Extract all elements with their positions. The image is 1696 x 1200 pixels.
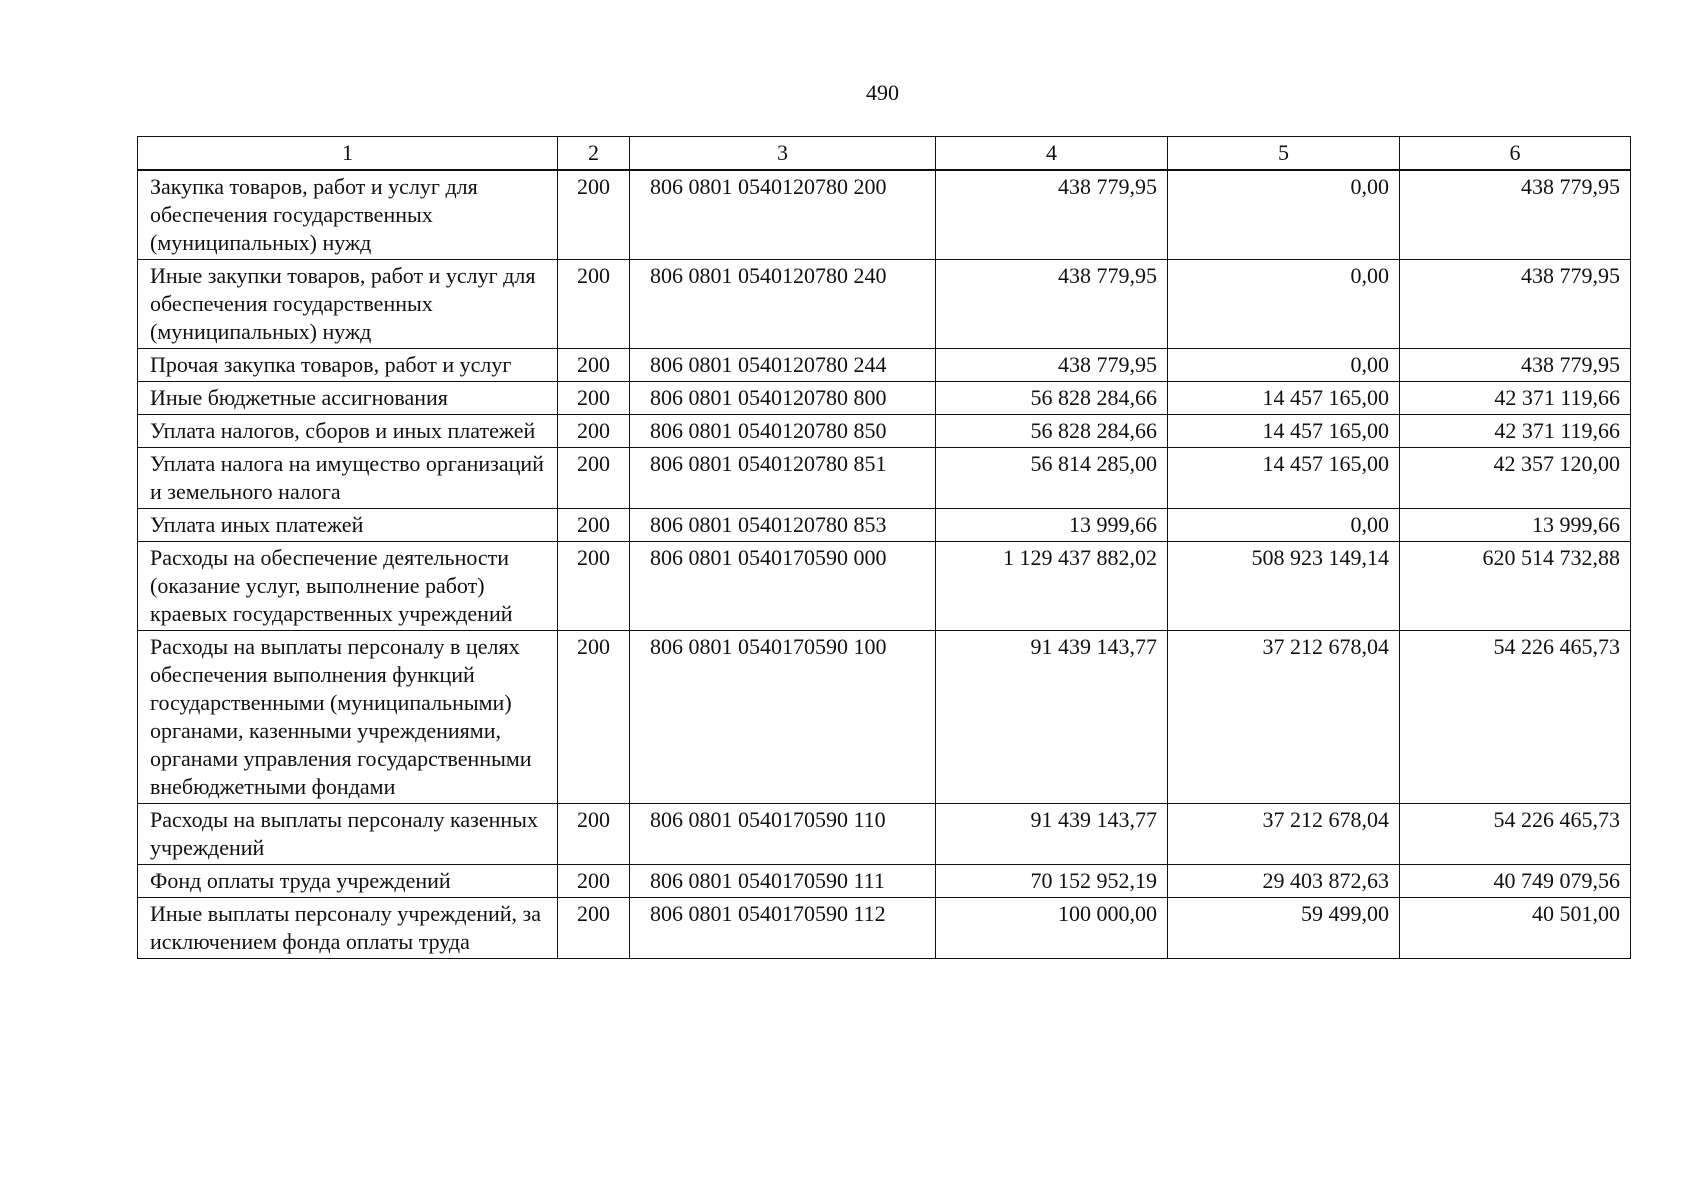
row-executed-cell: 0,00 xyxy=(1168,260,1400,349)
row-approved-cell: 13 999,66 xyxy=(936,509,1168,542)
column-header: 6 xyxy=(1400,137,1631,171)
row-approved-cell: 91 439 143,77 xyxy=(936,631,1168,804)
row-name-cell: Иные закупки товаров, работ и услуг для обеспечения государственных (муниципальных) нужд xyxy=(138,260,558,349)
table-row xyxy=(138,260,1631,349)
row-unexecuted-cell: 42 371 119,66 xyxy=(1400,415,1631,448)
row-kbk-cell: 806 0801 0540120780 240 xyxy=(630,260,936,349)
row-unexecuted-cell: 40 501,00 xyxy=(1400,898,1631,959)
row-executed-cell: 14 457 165,00 xyxy=(1168,448,1400,509)
column-header: 2 xyxy=(558,137,630,171)
row-unexecuted-cell: 438 779,95 xyxy=(1400,170,1631,260)
row-approved-cell: 438 779,95 xyxy=(936,260,1168,349)
row-code-cell: 200 xyxy=(558,260,630,349)
row-unexecuted-cell: 13 999,66 xyxy=(1400,509,1631,542)
row-name-cell: Иные бюджетные ассигнования xyxy=(138,382,558,415)
row-code-cell: 200 xyxy=(558,415,630,448)
row-executed-cell: 0,00 xyxy=(1168,349,1400,382)
row-executed-cell: 37 212 678,04 xyxy=(1168,804,1400,865)
table-row xyxy=(138,170,1631,260)
row-name-cell: Фонд оплаты труда учреждений xyxy=(138,865,558,898)
row-name-cell: Расходы на выплаты персоналу казенных учреждений xyxy=(138,804,558,865)
table-row xyxy=(138,448,1631,509)
row-name-cell: Закупка товаров, работ и услуг для обеспечения государственных (муниципальных) нужд xyxy=(138,170,558,260)
row-approved-cell: 438 779,95 xyxy=(936,349,1168,382)
row-kbk-cell: 806 0801 0540120780 244 xyxy=(630,349,936,382)
column-header: 4 xyxy=(936,137,1168,171)
table-row xyxy=(138,349,1631,382)
row-code-cell: 200 xyxy=(558,170,630,260)
row-executed-cell: 59 499,00 xyxy=(1168,898,1400,959)
row-unexecuted-cell: 620 514 732,88 xyxy=(1400,542,1631,631)
row-executed-cell: 14 457 165,00 xyxy=(1168,382,1400,415)
row-approved-cell: 438 779,95 xyxy=(936,170,1168,260)
row-code-cell: 200 xyxy=(558,349,630,382)
row-name-cell: Уплата налогов, сборов и иных платежей xyxy=(138,415,558,448)
row-kbk-cell: 806 0801 0540120780 853 xyxy=(630,509,936,542)
table-row xyxy=(138,415,1631,448)
row-unexecuted-cell: 54 226 465,73 xyxy=(1400,804,1631,865)
row-kbk-cell: 806 0801 0540170590 000 xyxy=(630,542,936,631)
row-approved-cell: 56 828 284,66 xyxy=(936,382,1168,415)
row-code-cell: 200 xyxy=(558,382,630,415)
row-executed-cell: 29 403 872,63 xyxy=(1168,865,1400,898)
row-unexecuted-cell: 438 779,95 xyxy=(1400,349,1631,382)
row-name-cell: Расходы на выплаты персоналу в целях обеспечения выполнения функций государственными (муниципальными) органами, казенными учреждениями, органами управления государственными внебюджетными фондами xyxy=(138,631,558,804)
row-executed-cell: 0,00 xyxy=(1168,509,1400,542)
column-header: 3 xyxy=(630,137,936,171)
row-approved-cell: 56 814 285,00 xyxy=(936,448,1168,509)
row-name-cell: Иные выплаты персоналу учреждений, за исключением фонда оплаты труда xyxy=(138,898,558,959)
row-approved-cell: 1 129 437 882,02 xyxy=(936,542,1168,631)
row-kbk-cell: 806 0801 0540120780 851 xyxy=(630,448,936,509)
row-kbk-cell: 806 0801 0540120780 800 xyxy=(630,382,936,415)
row-kbk-cell: 806 0801 0540170590 100 xyxy=(630,631,936,804)
column-header: 1 xyxy=(138,137,558,171)
row-approved-cell: 56 828 284,66 xyxy=(936,415,1168,448)
row-unexecuted-cell: 42 357 120,00 xyxy=(1400,448,1631,509)
row-code-cell: 200 xyxy=(558,509,630,542)
row-kbk-cell: 806 0801 0540170590 111 xyxy=(630,865,936,898)
row-unexecuted-cell: 40 749 079,56 xyxy=(1400,865,1631,898)
column-header: 5 xyxy=(1168,137,1400,171)
row-kbk-cell: 806 0801 0540170590 112 xyxy=(630,898,936,959)
row-code-cell: 200 xyxy=(558,542,630,631)
table-header-row xyxy=(138,137,1631,171)
row-approved-cell: 91 439 143,77 xyxy=(936,804,1168,865)
row-name-cell: Расходы на обеспечение деятельности (оказание услуг, выполнение работ) краевых государственных учреждений xyxy=(138,542,558,631)
row-code-cell: 200 xyxy=(558,631,630,804)
row-executed-cell: 508 923 149,14 xyxy=(1168,542,1400,631)
row-name-cell: Уплата иных платежей xyxy=(138,509,558,542)
row-kbk-cell: 806 0801 0540120780 850 xyxy=(630,415,936,448)
row-unexecuted-cell: 438 779,95 xyxy=(1400,260,1631,349)
row-code-cell: 200 xyxy=(558,804,630,865)
table-row xyxy=(138,631,1631,804)
row-code-cell: 200 xyxy=(558,865,630,898)
row-name-cell: Уплата налога на имущество организаций и земельного налога xyxy=(138,448,558,509)
table-row xyxy=(138,804,1631,865)
row-approved-cell: 100 000,00 xyxy=(936,898,1168,959)
row-executed-cell: 37 212 678,04 xyxy=(1168,631,1400,804)
row-unexecuted-cell: 42 371 119,66 xyxy=(1400,382,1631,415)
budget-execution-table xyxy=(137,136,1631,959)
row-kbk-cell: 806 0801 0540120780 200 xyxy=(630,170,936,260)
table-row xyxy=(138,509,1631,542)
table-row xyxy=(138,865,1631,898)
row-code-cell: 200 xyxy=(558,448,630,509)
row-unexecuted-cell: 54 226 465,73 xyxy=(1400,631,1631,804)
page-number: 490 xyxy=(866,80,899,105)
row-code-cell: 200 xyxy=(558,898,630,959)
row-executed-cell: 14 457 165,00 xyxy=(1168,415,1400,448)
row-executed-cell: 0,00 xyxy=(1168,170,1400,260)
row-approved-cell: 70 152 952,19 xyxy=(936,865,1168,898)
table-row xyxy=(138,382,1631,415)
table-row xyxy=(138,542,1631,631)
row-kbk-cell: 806 0801 0540170590 110 xyxy=(630,804,936,865)
row-name-cell: Прочая закупка товаров, работ и услуг xyxy=(138,349,558,382)
table-row xyxy=(138,898,1631,959)
